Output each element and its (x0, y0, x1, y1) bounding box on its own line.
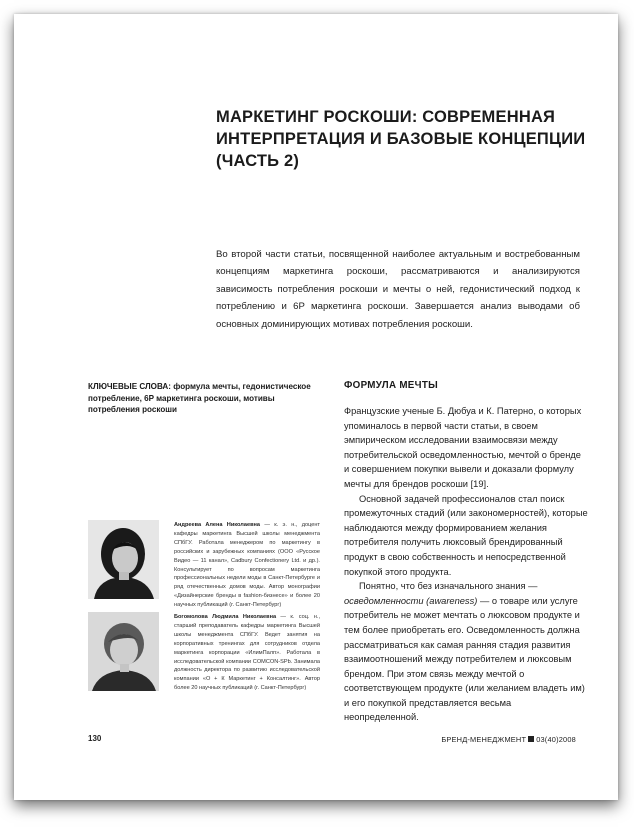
magazine-page (14, 14, 618, 800)
body-text-column (344, 404, 588, 725)
paragraph-text: — о товаре или услуге потребитель не может мечтать о люксовом продукте и тем более приобретать его. Осведомленность должна рассматриваться как самая ранняя стадия развития взаимоотношений между потребителем и люксовым брендом. При этом связь между мечтой о соответствующем продукте (или желанием владеть им) и его покупкой представляется весьма неопределенной. (344, 595, 585, 723)
article-title (216, 106, 606, 172)
title-line: ИНТЕРПРЕТАЦИЯ И БАЗОВЫЕ КОНЦЕПЦИИ (216, 130, 586, 148)
author-photo (88, 612, 159, 691)
title-line: (ЧАСТЬ 2) (216, 152, 300, 170)
title-line: МАРКЕТИНГ РОСКОШИ: СОВРЕМЕННАЯ (216, 108, 556, 126)
author-name: Андреева Алена Николаевна (174, 522, 260, 528)
author-photo (88, 520, 159, 599)
author-bio (174, 521, 320, 610)
author-description: — к. э. н., доцент кафедры маркетинга Высшей школы менеджмента СПбГУ. Работала менеджером по маркетингу в российских и зарубежных компаниях (ООО «Русское Видео — 11 канал», Cadbury Confectionery Ltd. и др.). Консультирует по вопросам маркетинга профессиональных недели моды в Санкт-Петербурге и ряд отечественных домов моды. Автор монографии «Дизайнерские бренды в fashion-бизнесе» и более 20 научных публикаций (г. Санкт-Петербург) (174, 522, 320, 609)
keywords-block (88, 381, 322, 416)
keywords-text: формула мечты, гедонистическое потребление, 6P маркетинга роскоши, мотивы потребления роскоши (88, 382, 311, 414)
portrait-image (88, 520, 159, 599)
page-number: 130 (88, 734, 102, 743)
paragraph-text: Понятно, что без изначального знания — (359, 581, 538, 592)
keywords-label: КЛЮЧЕВЫЕ СЛОВА: (88, 382, 171, 391)
issue-number: 03(40)2008 (536, 735, 576, 744)
journal-name: БРЕНД-МЕНЕДЖМЕНТ (441, 735, 527, 744)
article-abstract: Во второй части статьи, посвященной наиболее актуальным и востребованным концепциям маркетинга роскоши, рассматриваются и анализируются зависимость потребления роскоши и мечты о ней, гедонистический подход к потреблению и 6P маркетинга роскоши. Завершается анализ выводами об основных доминирующих мотивах потребления роскоши. (216, 249, 580, 330)
portrait-image (88, 612, 159, 691)
italic-term: осведомленности (awareness) (344, 595, 478, 606)
body-paragraph: Французские ученые Б. Дюбуа и К. Патерно, о которых упоминалось в первой части статьи, в своем эмпирическом исследовании взаимосвязи между потребительской осведомленностью, мечтой о бренде и совершением покупки вывели и доказали формулу мечты для брендов роскоши [19]. (344, 406, 582, 489)
author-name: Богомолова Людмила Николаевна (174, 614, 277, 620)
body-paragraph (344, 579, 588, 725)
square-bullet-icon (528, 736, 534, 742)
body-paragraph: Основной задачей профессионалов стал поиск промежуточных стадий (или закономерностей), которые наблюдаются между формированием желания потребителя получить люксовый брендированный продукт в свою собственность и непосредственной покупкой этого продукта. (344, 493, 588, 577)
author-bio (174, 613, 320, 693)
author-description: — к. соц. н., старший преподаватель кафедры маркетинга Высшей школы менеджмента СПбГУ. Ведет занятия на корпоративных тренингах для сотрудников отдела маркетинга корпорации «ИлимПалп». Работала в исследовательской компании COMCON-SPb. Занимала должность директора по развитию исследовательской компании «О + К Маркетинг + Консалтинг». Автор более 20 научных публикаций (г. Санкт-Петербург) (174, 614, 320, 692)
journal-footer (441, 735, 576, 744)
section-heading: ФОРМУЛА МЕЧТЫ (344, 380, 438, 391)
